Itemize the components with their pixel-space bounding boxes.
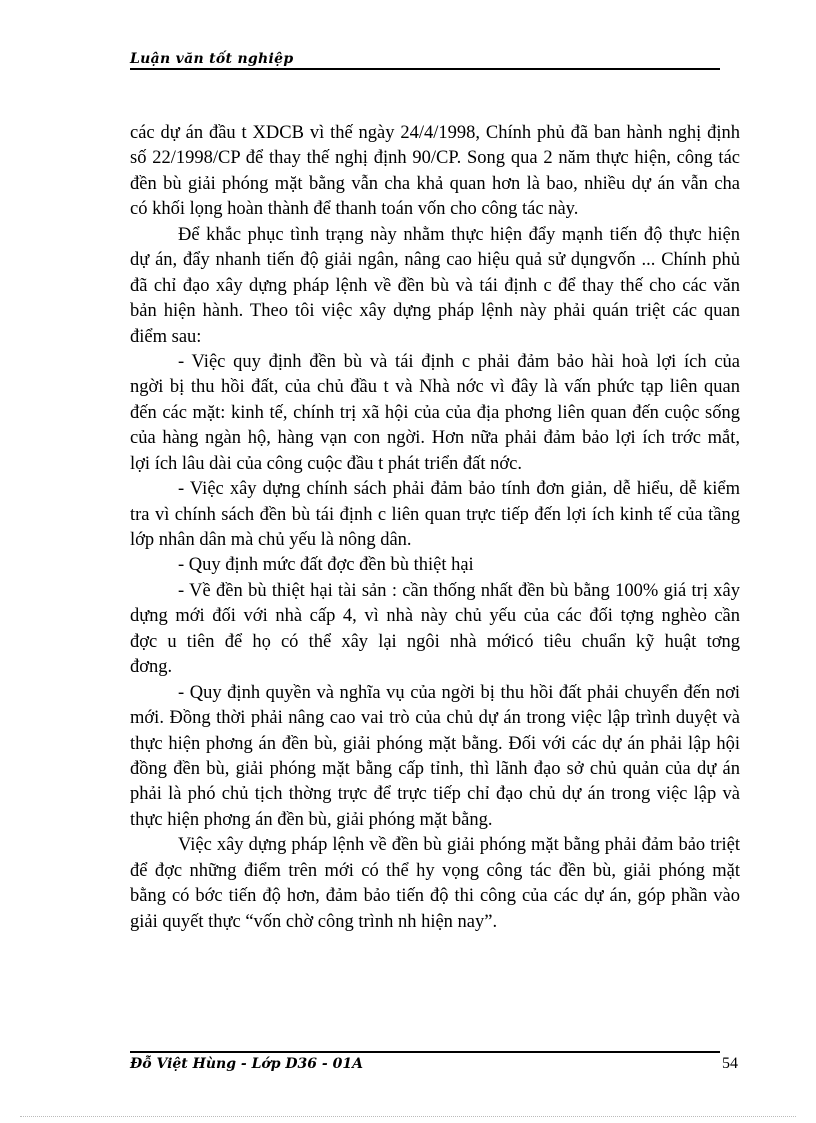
text-line: bằng có bớc tiến độ hơn, đảm bảo tiến độ thi công của các dự án, góp phần vào <box>130 886 740 907</box>
text-line: bản hiện hành. Theo tôi việc xây dựng pháp lệnh này phải quán triệt các quan <box>130 301 740 322</box>
page-edge <box>20 1116 796 1117</box>
text-line: Việc xây dựng pháp lệnh về đền bù giải phóng mặt bằng phải đảm bảo triệt <box>178 835 740 856</box>
text-line: Để khắc phục tình trạng này nhằm thực hiện đẩy mạnh tiến độ thực hiện <box>178 224 740 245</box>
text-line: đến các mặt: kinh tế, chính trị xã hội của của địa phơng liên quan đến cuộc sống <box>130 402 740 423</box>
text-line: phải là phó chủ tịch thờng trực để trực tiếp chỉ đạo chủ dự án trong việc lập và <box>130 784 740 805</box>
text-line: - Việc xây dựng chính sách phải đảm bảo tính đơn giản, dễ hiểu, dễ kiểm <box>178 479 740 500</box>
text-line: lớp nhân dân mà chủ yếu là nông dân. <box>130 530 412 550</box>
paragraph <box>130 477 740 553</box>
text-line: - Về đền bù thiệt hại tài sản : cần thống nhất đền bù bằng 100% giá trị xây <box>178 580 740 601</box>
text-line: - Việc quy định đền bù và tái định c phải đảm bảo hài hoà lợi ích của <box>178 351 740 372</box>
text-line: đền bù giải phóng mặt bằng vẫn cha khả quan hơn là bao, nhiều dự án vẫn cha <box>130 173 740 194</box>
page-header <box>130 50 720 70</box>
paragraph <box>130 223 740 350</box>
text-line: mới. Đồng thời phải nâng cao vai trò của chủ dự án trong việc lập trình duyệt và <box>130 708 740 729</box>
text-line: tra vì chính sách đền bù tái định c liên quan trực tiếp đến lợi ích kinh tế của tầng <box>130 504 740 525</box>
text-line: điểm sau: <box>130 326 202 347</box>
paragraph <box>130 553 740 578</box>
paragraph <box>130 681 740 834</box>
text-line: đơng. <box>130 657 173 678</box>
text-line: ngời bị thu hồi đất, của chủ đầu t và Nhà nớc vì đây là vấn phức tạp liên quan <box>130 377 740 398</box>
text-line: số 22/1998/CP để thay thế nghị định 90/CP. Song qua 2 năm thực hiện, công tác <box>130 148 740 169</box>
text-line: thực hiện phơng án đền bù, giải phóng mặt bằng. Đối với các dự án phải lập hội <box>130 733 740 754</box>
paragraph <box>130 121 740 223</box>
paragraph <box>130 579 740 681</box>
text-line: để đợc những điểm trên mới có thể hy vọng công tác đền bù, giải phóng mặt <box>130 860 740 881</box>
text-line: đợc u tiên để họ có thể xây lại ngôi nhà mớicó tiêu chuẩn kỹ huật tơng <box>130 631 740 652</box>
text-line: giải quyết thực “vốn chờ công trình nh hiện nay”. <box>130 911 498 932</box>
text-line: của hàng ngàn hộ, hàng vạn con ngời. Hơn nữa phải đảm bảo lợi ích trớc mắt, <box>130 428 740 449</box>
text-line: - Quy định mức đất đợc đền bù thiệt hại <box>178 555 474 576</box>
footer-author: Đỗ Việt Hùng - Lớp D36 - 01A <box>130 1056 363 1072</box>
paragraph <box>130 350 740 477</box>
document-body <box>130 121 740 935</box>
text-line: dựng mới đối với nhà cấp 4, vì nhà này chủ yếu của các đối tợng nghèo cần <box>130 606 740 627</box>
text-line: thực hiện phơng án đền bù, giải phóng mặt bằng. <box>130 809 493 830</box>
text-line: dự án, đẩy nhanh tiến độ giải ngân, nâng cao hiệu quả sử dụngvốn ... Chính phủ <box>130 250 740 271</box>
text-line: lợi ích lâu dài của công cuộc đầu t phát triển đất nớc. <box>130 453 522 474</box>
text-line: đồng đền bù, giải phóng mặt bằng cấp tỉnh, thì lãnh đạo sở chủ quản của dự án <box>130 758 740 779</box>
paragraph <box>130 833 740 935</box>
page-number: 54 <box>722 1055 738 1072</box>
text-line: - Quy định quyền và nghĩa vụ của ngời bị thu hồi đất phải chuyển đến nơi <box>178 682 740 703</box>
text-line: có khối lọng hoàn thành để thanh toán vốn cho công tác này. <box>130 199 579 220</box>
text-line: đã chỉ đạo xây dựng pháp lệnh về đền bù và tái định c để thay thế cho các văn <box>130 275 740 296</box>
footer-divider <box>130 1051 720 1053</box>
header-title: Luận văn tốt nghiệp <box>130 51 294 67</box>
text-line: các dự án đầu t XDCB vì thế ngày 24/4/1998, Chính phủ đã ban hành nghị định <box>130 123 740 143</box>
